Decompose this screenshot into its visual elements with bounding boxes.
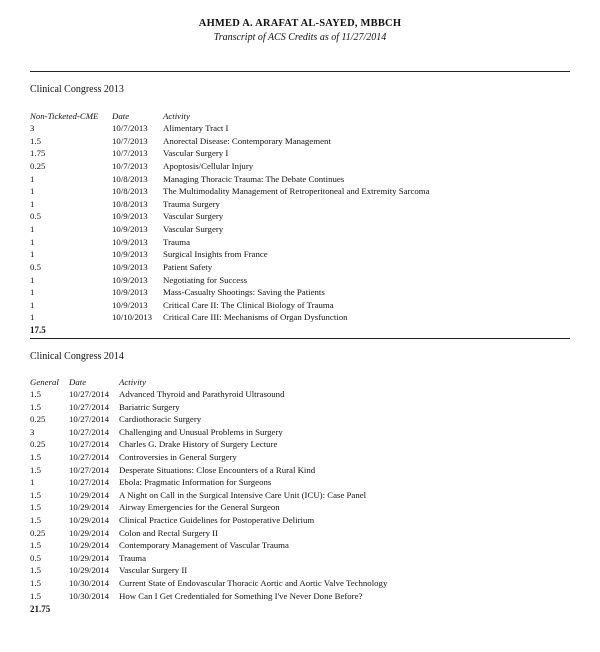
date-value: 10/27/2014 xyxy=(69,477,110,488)
credit-value: 0.25 xyxy=(30,414,46,425)
table-row xyxy=(0,224,600,237)
activity-name: Trauma xyxy=(119,552,147,563)
date-value: 10/9/2013 xyxy=(112,224,148,235)
table-row xyxy=(0,186,600,199)
table-row xyxy=(0,528,600,541)
date-value: 10/9/2013 xyxy=(112,287,148,298)
table-row xyxy=(0,300,600,313)
activity-name: Trauma Surgery xyxy=(163,198,220,209)
table-row xyxy=(0,578,600,591)
table-row xyxy=(0,199,600,212)
date-value: 10/29/2014 xyxy=(69,515,110,525)
credit-value: 1.5 xyxy=(30,389,41,399)
credit-value: 1.5 xyxy=(30,135,41,146)
activity-name: Charles G. Drake History of Surgery Lecture xyxy=(119,439,278,450)
table-row xyxy=(0,237,600,250)
credit-value: 1 xyxy=(30,287,35,298)
date-value: 10/7/2013 xyxy=(112,160,148,171)
credit-value: 1.5 xyxy=(30,489,41,500)
header-divider xyxy=(30,71,570,72)
date-value: 10/9/2013 xyxy=(112,274,148,285)
table-row xyxy=(0,262,600,275)
column-header-activity-2014: Activity xyxy=(119,377,146,387)
activity-name: Current State of Endovascular Thoracic Aortic and Aortic Valve Technology xyxy=(119,578,388,588)
section-title-2013: Clinical Congress 2013 xyxy=(30,84,124,95)
date-value: 10/10/2013 xyxy=(112,312,153,323)
table-row xyxy=(0,515,600,528)
table-row xyxy=(0,553,600,566)
column-header-credit-2013: Non-Ticketed-CME xyxy=(30,111,99,121)
date-value: 10/29/2014 xyxy=(69,552,110,563)
credit-value: 3 xyxy=(30,123,35,133)
date-value: 10/7/2013 xyxy=(112,148,148,159)
table-row xyxy=(0,389,600,402)
total-credits-2014: 21.75 xyxy=(30,604,51,614)
table-row xyxy=(0,161,600,174)
credit-value: 1.5 xyxy=(30,452,41,462)
table-row xyxy=(0,540,600,553)
credit-value: 1 xyxy=(30,224,35,235)
date-value: 10/8/2013 xyxy=(112,198,148,209)
table-row xyxy=(0,414,600,427)
table-row xyxy=(0,312,600,325)
table-row xyxy=(0,275,600,288)
credit-value: 1 xyxy=(30,299,35,310)
credit-value: 1.75 xyxy=(30,148,46,159)
date-value: 10/30/2014 xyxy=(69,590,110,601)
activity-name: Advanced Thyroid and Parathyroid Ultrasound xyxy=(119,389,285,399)
credit-value: 1 xyxy=(30,236,35,247)
credit-value: 1 xyxy=(30,312,35,323)
credit-value: 1 xyxy=(30,198,35,209)
transcript-subtitle: Transcript of ACS Credits as of 11/27/2014 xyxy=(213,32,387,43)
credit-value: 1.5 xyxy=(30,502,41,513)
date-value: 10/9/2013 xyxy=(112,299,148,310)
activity-name: Surgical Insights from France xyxy=(163,249,268,260)
table-row xyxy=(0,123,600,136)
total-credits-2013: 17.5 xyxy=(30,325,46,335)
table-row xyxy=(0,427,600,440)
activity-name: Colon and Rectal Surgery II xyxy=(119,527,219,538)
activity-name: Patient Safety xyxy=(163,261,213,272)
activity-name: Apoptosis/Cellular Injury xyxy=(163,160,254,171)
credit-value: 1 xyxy=(30,186,35,197)
date-value: 10/9/2013 xyxy=(112,236,148,247)
activity-name: Trauma xyxy=(163,236,191,247)
table-row xyxy=(0,148,600,161)
date-value: 10/27/2014 xyxy=(69,401,110,412)
column-header-credit-2014: General xyxy=(30,377,59,387)
date-value: 10/9/2013 xyxy=(112,211,148,222)
date-value: 10/29/2014 xyxy=(69,527,110,538)
physician-name: AHMED A. ARAFAT AL-SAYED, MBBCH xyxy=(198,18,402,29)
credit-value: 0.5 xyxy=(30,552,41,563)
date-value: 10/8/2013 xyxy=(112,186,148,197)
activity-name: The Multimodality Management of Retroperitoneal and Extremity Sarcoma xyxy=(163,186,430,197)
table-row xyxy=(0,477,600,490)
credit-value: 1 xyxy=(30,173,35,184)
date-value: 10/9/2013 xyxy=(112,261,148,272)
activity-name: Clinical Practice Guidelines for Postoperative Delirium xyxy=(119,515,315,525)
activity-name: Vascular Surgery xyxy=(163,211,224,222)
credit-value: 1.5 xyxy=(30,590,41,601)
table-row xyxy=(0,565,600,578)
date-value: 10/29/2014 xyxy=(69,502,110,513)
date-value: 10/7/2013 xyxy=(112,123,148,133)
activity-name: Desperate Situations: Close Encounters of a Rural Kind xyxy=(119,464,316,475)
date-value: 10/27/2014 xyxy=(69,452,110,462)
date-value: 10/9/2013 xyxy=(112,249,148,260)
credit-value: 1.5 xyxy=(30,540,41,551)
table-row xyxy=(0,211,600,224)
credit-value: 3 xyxy=(30,426,35,437)
table-row xyxy=(0,136,600,149)
table-row xyxy=(0,490,600,503)
activity-name: Vascular Surgery I xyxy=(163,148,229,159)
activity-name: Vascular Surgery xyxy=(163,224,224,235)
date-value: 10/27/2014 xyxy=(69,439,110,450)
activity-name: Airway Emergencies for the General Surgeon xyxy=(119,502,280,513)
credit-value: 0.5 xyxy=(30,261,41,272)
activity-name: Cardiothoracic Surgery xyxy=(119,414,202,425)
table-row xyxy=(0,249,600,262)
table-row xyxy=(0,452,600,465)
credit-value: 1.5 xyxy=(30,464,41,475)
activity-name: How Can I Get Credentialed for Something I've Never Done Before? xyxy=(119,590,363,601)
activity-name: Contemporary Management of Vascular Trauma xyxy=(119,540,289,551)
activity-name: A Night on Call in the Surgical Intensive Care Unit (ICU): Case Panel xyxy=(119,489,367,500)
date-value: 10/29/2014 xyxy=(69,565,110,576)
activity-name: Controversies in General Surgery xyxy=(119,452,237,462)
activity-name: Challenging and Unusual Problems in Surgery xyxy=(119,426,283,437)
activity-name: Ebola: Pragmatic Information for Surgeons xyxy=(119,477,272,488)
date-value: 10/27/2014 xyxy=(69,464,110,475)
section-divider-2013 xyxy=(30,338,570,339)
column-header-activity-2013: Activity xyxy=(163,111,190,121)
table-row xyxy=(0,465,600,478)
table-row xyxy=(0,287,600,300)
activity-name: Critical Care II: The Clinical Biology of Trauma xyxy=(163,299,334,310)
credit-value: 0.25 xyxy=(30,160,46,171)
date-value: 10/30/2014 xyxy=(69,578,110,588)
activity-name: Bariatric Surgery xyxy=(119,401,180,412)
activity-name: Anorectal Disease: Contemporary Management xyxy=(163,135,331,146)
date-value: 10/27/2014 xyxy=(69,426,110,437)
date-value: 10/8/2013 xyxy=(112,173,148,184)
credit-value: 1 xyxy=(30,249,35,260)
credit-value: 1.5 xyxy=(30,565,41,576)
date-value: 10/27/2014 xyxy=(69,389,110,399)
table-row xyxy=(0,174,600,187)
credit-value: 1 xyxy=(30,274,35,285)
credit-value: 1.5 xyxy=(30,515,41,525)
activity-name: Mass-Casualty Shootings: Saving the Patients xyxy=(163,287,325,298)
activity-name: Critical Care III: Mechanisms of Organ Dysfunction xyxy=(163,312,348,323)
credit-value: 0.5 xyxy=(30,211,41,222)
activity-name: Alimentary Tract I xyxy=(163,123,229,133)
column-header-date-2014: Date xyxy=(69,377,87,387)
credit-value: 1 xyxy=(30,477,35,488)
activity-name: Managing Thoracic Trauma: The Debate Continues xyxy=(163,173,345,184)
date-value: 10/7/2013 xyxy=(112,135,148,146)
date-value: 10/29/2014 xyxy=(69,489,110,500)
activity-name: Negotiating for Success xyxy=(163,274,248,285)
date-value: 10/27/2014 xyxy=(69,414,110,425)
credit-value: 1.5 xyxy=(30,401,41,412)
activity-name: Vascular Surgery II xyxy=(119,565,188,576)
table-row xyxy=(0,502,600,515)
section-title-2014: Clinical Congress 2014 xyxy=(30,351,124,362)
table-row xyxy=(0,402,600,415)
date-value: 10/29/2014 xyxy=(69,540,110,551)
table-row xyxy=(0,591,600,604)
column-header-date-2013: Date xyxy=(112,111,130,121)
credit-value: 1.5 xyxy=(30,578,41,588)
table-row xyxy=(0,439,600,452)
credit-value: 0.25 xyxy=(30,439,46,450)
credit-value: 0.25 xyxy=(30,527,46,538)
